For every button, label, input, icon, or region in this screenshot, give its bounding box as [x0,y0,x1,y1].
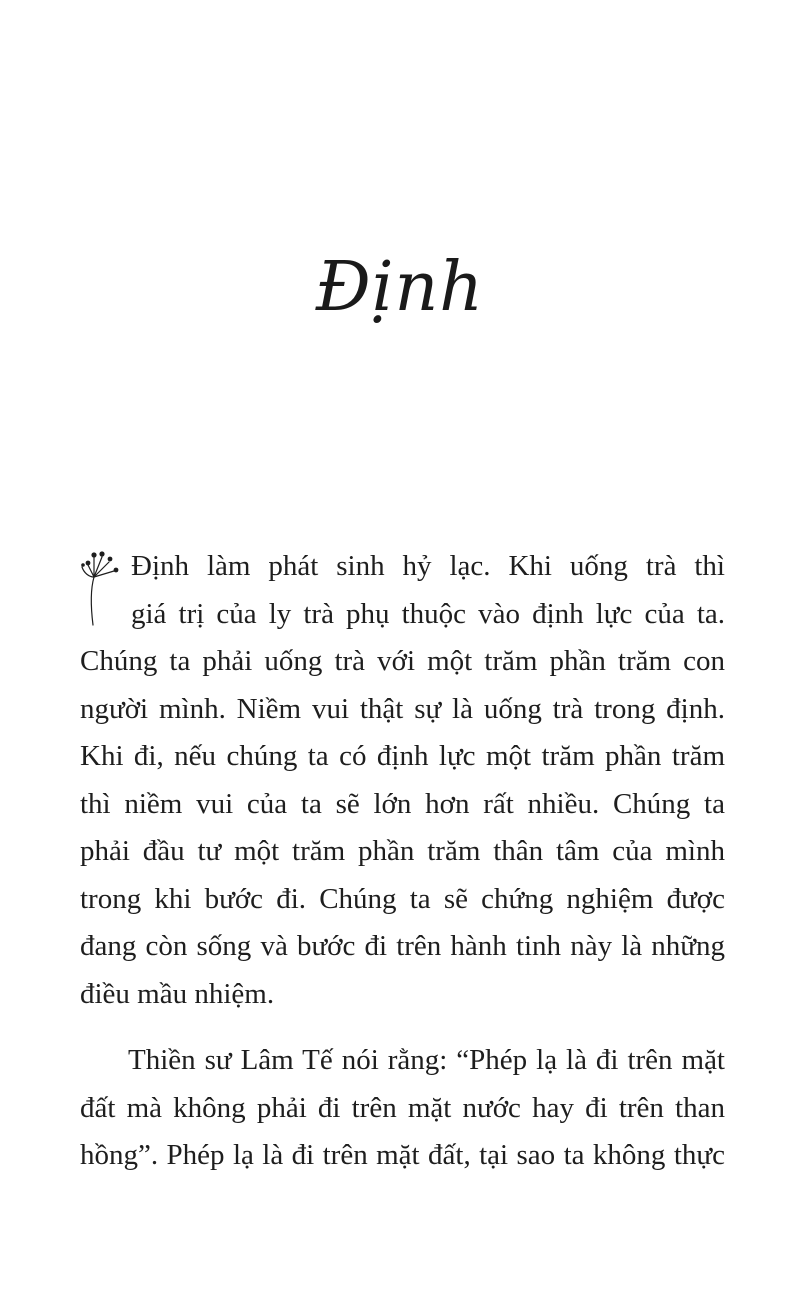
text-line: Thiền sư Lâm Tế nói rằng: “Phép lạ là đi trên mặt [128,1044,725,1076]
text-line: người mình. Niềm vui thật sự là uống trà trong định. [80,692,725,725]
text-line: phải đầu tư một trăm phần trăm thân tâm của mình [80,835,725,867]
paragraph [80,543,725,1018]
paragraph [80,1037,725,1180]
text-line: điều mầu nhiệm. [80,977,275,1010]
text-line: Khi đi, nếu chúng ta có định lực một trăm phần trăm [80,740,725,772]
chapter-title: Định [315,248,485,327]
body-text [80,543,725,1180]
text-line: trong khi bước đi. Chúng ta sẽ chứng nghiệm được [80,882,725,915]
text-line: Định làm phát sinh hỷ lạc. Khi uống trà thì [131,550,725,582]
text-line: đang còn sống và bước đi trên hành tinh này là những [80,930,725,962]
text-line: đất mà không phải đi trên mặt nước hay đi trên than [80,1091,725,1124]
text-line: Chúng ta phải uống trà với một trăm phần trăm con [80,645,725,677]
text-line: thì niềm vui của ta sẽ lớn hơn rất nhiều. Chúng ta [80,787,725,820]
text-line: hồng”. Phép lạ là đi trên mặt đất, tại sao ta không thực [80,1139,725,1171]
text-line: giá trị của ly trà phụ thuộc vào định lực của ta. [131,597,725,630]
